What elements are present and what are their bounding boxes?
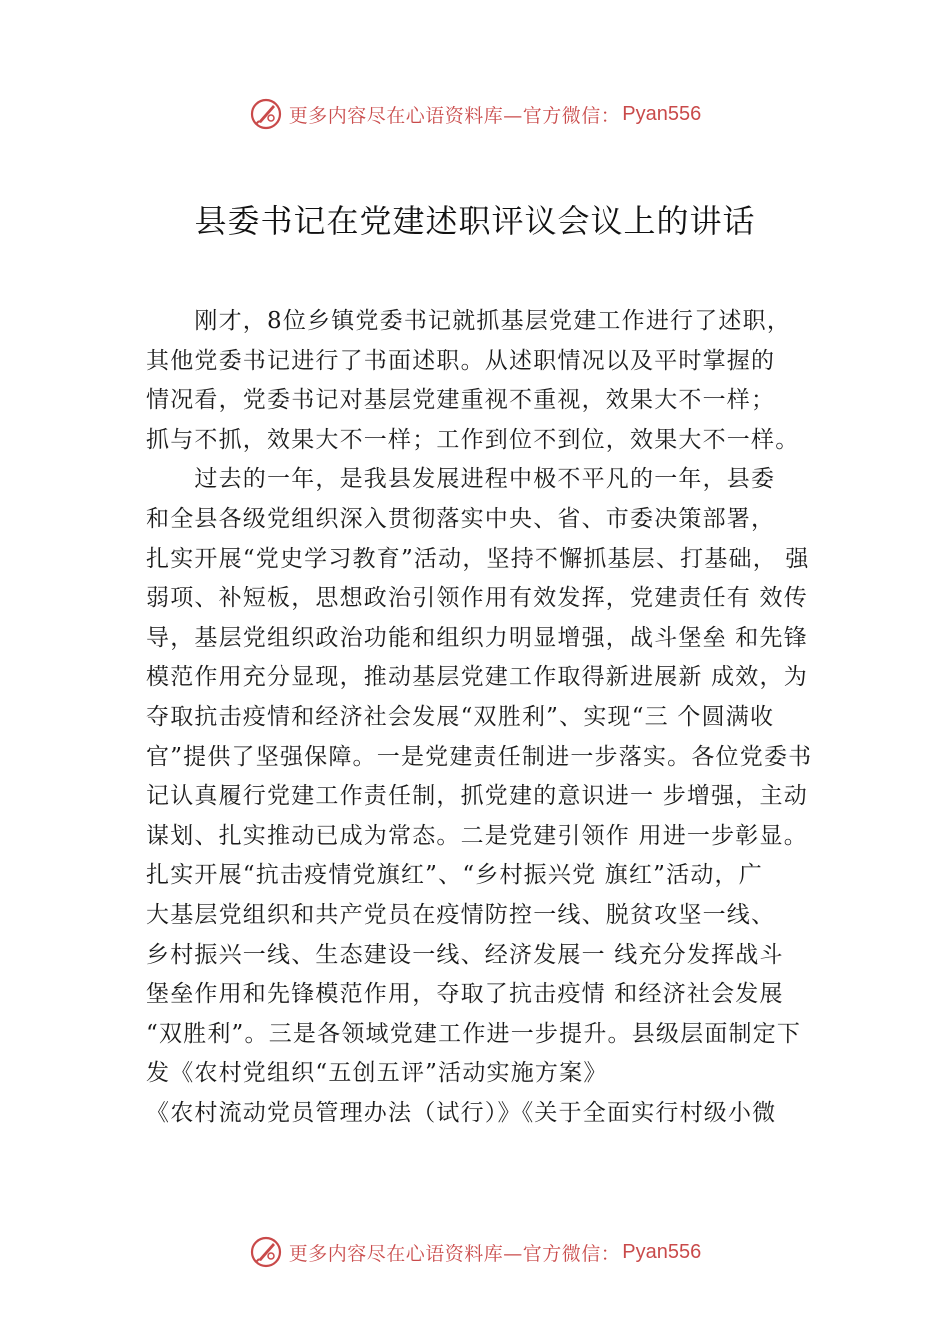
body-line: 《农村流动党员管理办法（试行）》《关于全面实行村级小微 <box>146 1099 777 1126</box>
watermark-wechat-id: Pyan556 <box>622 102 702 125</box>
body-line: 过去的一年，是我县发展进程中极不平凡的一年，县委 <box>146 466 776 493</box>
body-line: 扎实开展“抗击疫情党旗红”、“乡村振兴党 旗红”活动，广 <box>146 862 763 889</box>
body-line: “双胜利”。三是各领域党建工作进一步提升。县级层面制定下 <box>146 1020 802 1047</box>
body-line: 和全县各级党组织深入贯彻落实中央、省、市委决策部署， <box>146 505 776 532</box>
body-line: 其他党委书记进行了书面述职。从述职情况以及平时掌握的 <box>146 347 776 374</box>
body-line: 记认真履行党建工作责任制，抓党建的意识进一 步增强，主动 <box>146 783 808 810</box>
body-line: 抓与不抓，效果大不一样；工作到位不到位，效果大不一样。 <box>146 426 800 453</box>
footer-watermark-banner <box>0 1232 950 1272</box>
watermark-wechat-id: Pyan556 <box>622 1240 702 1263</box>
body-line: 堡垒作用和先锋模范作用，夺取了抗击疫情 和经济社会发展 <box>146 981 784 1008</box>
body-line: 弱项、补短板，思想政治引领作用有效发挥，党建责任有 效传 <box>146 585 808 612</box>
quill-pen-seal-icon <box>249 97 283 131</box>
body-line: 刚才，8位乡镇党委书记就抓基层党建工作进行了述职， <box>146 308 792 334</box>
body-line: 夺取抗击疫情和经济社会发展“双胜利”、实现“三 个圆满收 <box>146 703 775 730</box>
body-line: 谋划、扎实推动已成为常态。二是党建引领作 用进一步彰显。 <box>146 822 808 849</box>
body-line: 官”提供了坚强保障。一是党建责任制进一步落实。各位党委书 <box>146 743 813 770</box>
body-line: 发《农村党组织“五创五评”活动实施方案》 <box>146 1060 608 1087</box>
body-line: 乡村振兴一线、生态建设一线、经济发展一 线充分发挥战斗 <box>146 941 784 968</box>
header-watermark-banner <box>0 94 950 134</box>
quill-pen-seal-icon <box>249 1235 283 1269</box>
watermark-text: 更多内容尽在心语资料库—官方微信： <box>288 104 621 127</box>
body-line: 导，基层党组织政治功能和组织力明显增强，战斗堡垒 和先锋 <box>146 624 808 651</box>
watermark-text: 更多内容尽在心语资料库—官方微信： <box>288 1242 621 1265</box>
document-body <box>146 302 836 1133</box>
body-line: 大基层党组织和共产党员在疫情防控一线、脱贫攻坚一线、 <box>146 901 776 928</box>
body-line: 模范作用充分显现，推动基层党建工作取得新进展新 成效，为 <box>146 664 808 691</box>
body-line: 情况看，党委书记对基层党建重视不重视，效果大不一样； <box>146 387 776 414</box>
document-title: 县委书记在党建述职评议会议上的讲话 <box>194 202 756 240</box>
body-line: 扎实开展“党史学习教育”活动，坚持不懈抓基层、打基础， 强 <box>146 545 810 572</box>
